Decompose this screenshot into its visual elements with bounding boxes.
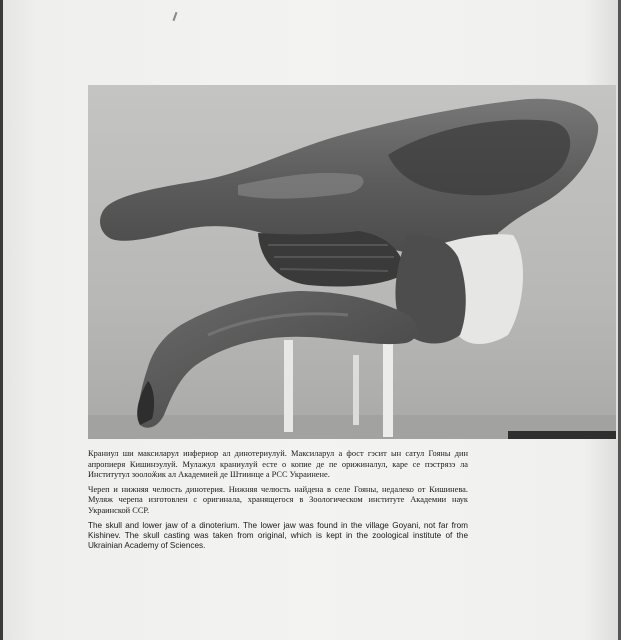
- caption-english: The skull and lower jaw of a dinoterium. The lower jaw was found in the village Goyani, not far from Kishinev. The skull casting was taken from original, which is kept in the zoological institute of the Ukrainian Academy of Sciences.: [88, 520, 468, 551]
- page-edge-left: [0, 0, 3, 640]
- photo-bottom-shadow: [508, 431, 616, 439]
- caption-block: [88, 449, 468, 556]
- stand-right: [383, 343, 393, 437]
- skull-photograph: [88, 85, 616, 439]
- stand-middle: [353, 355, 359, 425]
- skull-photo-drawing: [88, 85, 616, 439]
- caption-moldavian: Краниул ши максиларул инфериор ал динотериулуй. Максиларул а фост гэсит ын сатул Гояны дин апропиеря Кишинэулуй. Мулажул краниулуй есте о копие де пе орижиналул, каре се пэстрязэ ла Институтул зоолоӂик ал Академией де Штиинце а РСС Украинене.: [88, 449, 468, 480]
- stand-left: [284, 340, 293, 432]
- caption-russian: Череп и нижняя челюсть динотерия. Нижняя челюсть найдена в селе Гояны, недалеко от Кишинева. Муляж черепа изготовлен с оригинала, хранящегося в Зоологическом институте Академии наук Украинской ССР.: [88, 484, 468, 515]
- page-mark: [173, 12, 178, 21]
